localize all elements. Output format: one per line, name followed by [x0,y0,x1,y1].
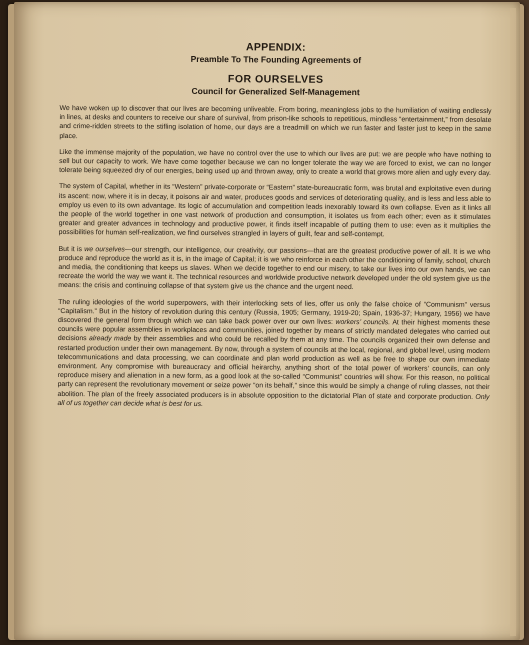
council-subtitle: Council for Generalized Self-Management [191,85,360,98]
paragraph-text: Like the immense majority of the population, we have no control over the use to which our lives are put: we are people who have nothing to sell but our capacity to work. We have come together because we can no longer tolerate the way we are forced to exist, we can no longer tolerate being squeezed dry of our energies, being used up and thrown away, only to create a world that grows more alien and ugly every day. [59,148,492,178]
document-title: FOR OURSELVES [227,73,324,86]
emphasis-we-ourselves: we ourselves [84,245,125,254]
paragraph-1 [59,104,491,144]
paragraph-text: We have woken up to discover that our lives are becoming unliveable. From boring, meaningless jobs to the humiliation of waiting endlessly in lines, at desks and counters to receive our share of survival, from prison-like schools to repetitious, mindless “entertainment,” from desolate and crime-ridden streets to the stifling isolation of home, our days are a treadmill on which we run faster and faster just to keep in the same place. [59,104,492,140]
page-edges [510,8,516,636]
paragraph-4 [58,245,490,294]
paragraph-3 [59,182,491,240]
paragraph-text: But it is [58,245,85,253]
heading-block [60,40,492,98]
appendix-heading: APPENDIX: [245,41,306,54]
emphasis-workers-councils: workers’ councils. [335,318,391,327]
paragraph-text: The system of Capital, whether in its “Western” private-corporate or “Eastern” state-bureaucratic form, was brutal and exploitative even during its ascent: now, where it is in decay, it poisons air and water, produces goods and services of deteriorating quality, and is less and less able to employ us even to its own advantage. Its logic of accumulation and competition leads inexorably toward its own collapse. Even as it links all the people of the world together in one vast network of production and consumption, it isolates us from each other; even as it stimulates greater and greater advances in technology and productive power, it finds itself incapable of putting them to use: even as it multiplies the possibilities for human self-realization, we find ourselves strangled in layers of guilt, fear and self-contempt. [58,183,491,239]
emphasis-already-made: already made [89,335,132,343]
paragraph-5 [57,298,490,411]
paragraph-text: by their assemblies and who could be recalled by them at any time. The councils organized their own defense and restarted production under their own management. By now, through a system of councils at the local, regional, and global level, using modern telecommunications and data processing, we can coordinate and plan world production as well as be free to shape our own immediate environment. Any compromise with bureaucracy and official heirarchy, anything short of the total power of workers’ councils, can only reproduce misery and alienation in a new form, as a good look at the so-called “Communist” countries will show. For this reason, no political party can represent the revolutionary movement or seize power “on its behalf,” since this would be simply a change of ruling classes, not their abolition. The plan of the freely associated producers is in absolute opposition to the dictatorial Plan of state and corporate production. [57,335,490,401]
book-page [14,2,520,640]
paragraph-text: The ruling ideologies of the world superpowers, with their interlocking sets of lies, offer us only the false choice of “Communism” versus “Capitalism.” But in the history of revolution during this century (Russia, 1905; Germany, 1919-20; Spain, 1936-37; Hungary, 1956) we have discovered the general form through which we can take back power over our own lives: [58,298,491,326]
page-content [57,40,492,418]
paragraph-text: —our strength, our intelligence, our creativity, our passions—that are the greatest productive power of all. It is we who produce and reproduce the world as it is, in the image of Capital; it is we who reinforce in each other the conditioning of family, school, church and media, the conditioning that keeps us slaves. When we decide together to end our misery, to take our lives into our own hands, we can recreate the world the way we want it. The technical resources and worldwide productive network developed under the old system give us the means: the crisis and continuing collapse of that system give us the chance and the urgent need. [58,246,491,292]
paragraph-2 [59,148,491,179]
paragraph-text: At their highest moments these councils were popular assemblies in workplaces and communities, joined together by means of strictly mandated delegates who carried out decisions [57,319,491,343]
preamble-subheading: Preamble To The Founding Agreements of [190,53,362,66]
emphasis-closing-line: Only all of us together can decide what is best for us. [57,393,490,408]
